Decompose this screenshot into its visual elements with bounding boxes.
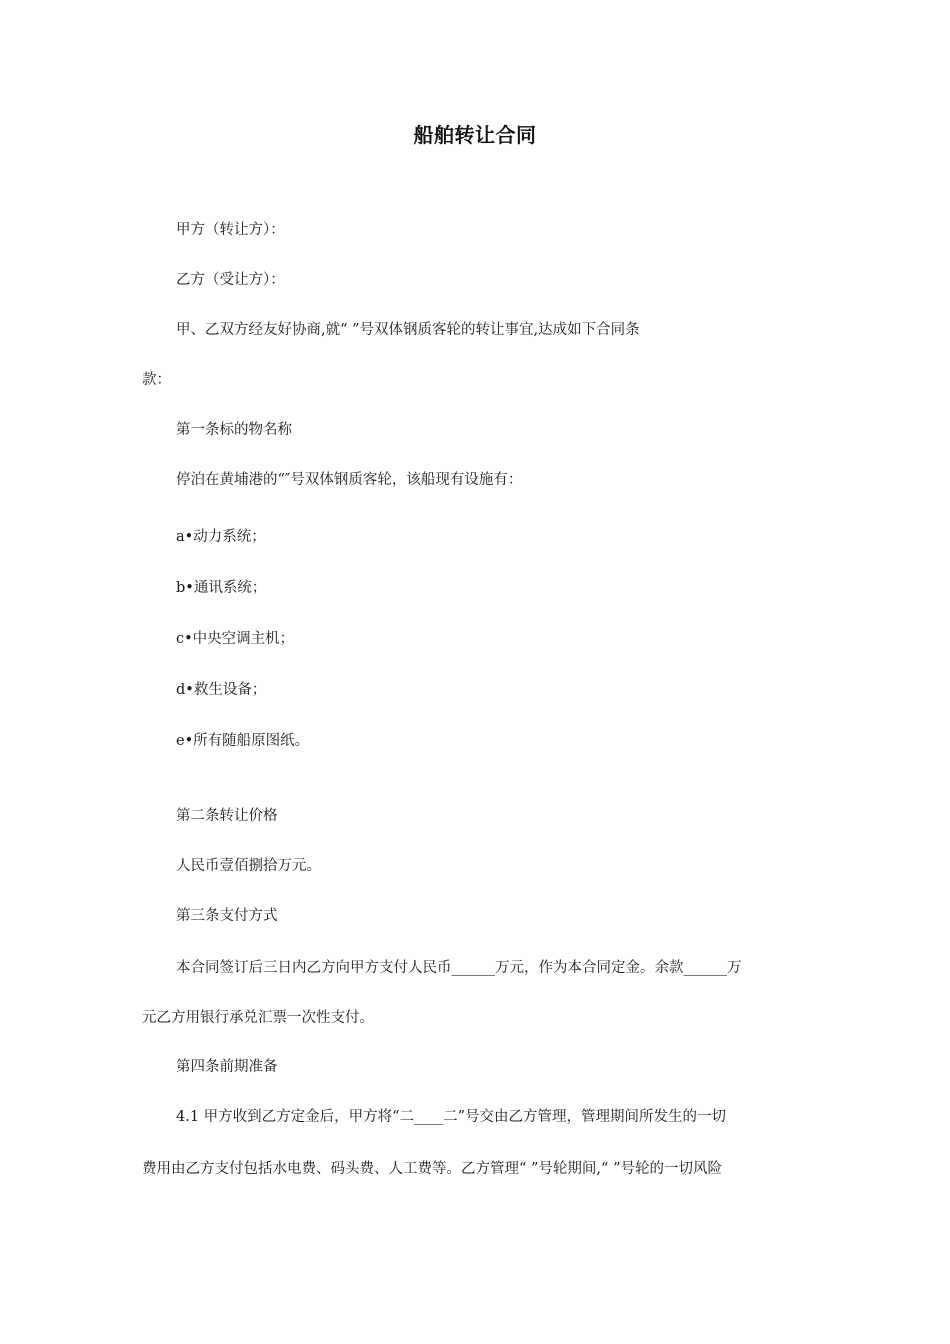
article-3-heading: 第三条支付方式 <box>176 908 278 924</box>
intro-paragraph-line-2: 款： <box>142 372 171 388</box>
article-1-heading: 第一条标的物名称 <box>176 422 292 438</box>
article-3-line-2: 元乙方用银行承兑汇票一次性支付。 <box>142 1010 374 1026</box>
facility-item-b: b•通讯系统； <box>176 580 267 596</box>
facility-item-c: c•中央空调主机； <box>176 631 295 647</box>
article-4-line-1: 4.1 甲方收到乙方定金后，甲方将“二____二”号交由乙方管理，管理期间所发生的一切 <box>176 1109 726 1125</box>
article-4-heading: 第四条前期准备 <box>176 1059 278 1075</box>
intro-paragraph-line-1: 甲、乙双方经友好协商,就“ ”号双体钢质客轮的转让事宜,达成如下合同条 <box>176 322 640 338</box>
article-2-heading: 第二条转让价格 <box>176 808 278 824</box>
party-a-line: 甲方（转让方）： <box>176 222 285 238</box>
article-4-line-2: 费用由乙方支付包括水电费、码头费、人工费等。乙方管理“ ”号轮期间,“ ”号轮的一切风险 <box>142 1161 722 1177</box>
article-1-description: 停泊在黄埔港的“″号双体钢质客轮，该船现有设施有： <box>176 472 523 488</box>
article-2-body: 人民币壹佰捌拾万元。 <box>176 858 321 874</box>
article-3-line-1: 本合同签订后三日内乙方向甲方支付人民币______万元，作为本合同定金。余款______万 <box>176 960 742 976</box>
party-b-line: 乙方（受让方）： <box>176 272 285 288</box>
facility-item-e: e•所有随船原图纸。 <box>176 733 310 749</box>
document-title: 船舶转让合同 <box>413 123 537 147</box>
facility-item-d: d•救生设备； <box>176 682 267 698</box>
facility-item-a: a•动力系统； <box>176 529 266 545</box>
